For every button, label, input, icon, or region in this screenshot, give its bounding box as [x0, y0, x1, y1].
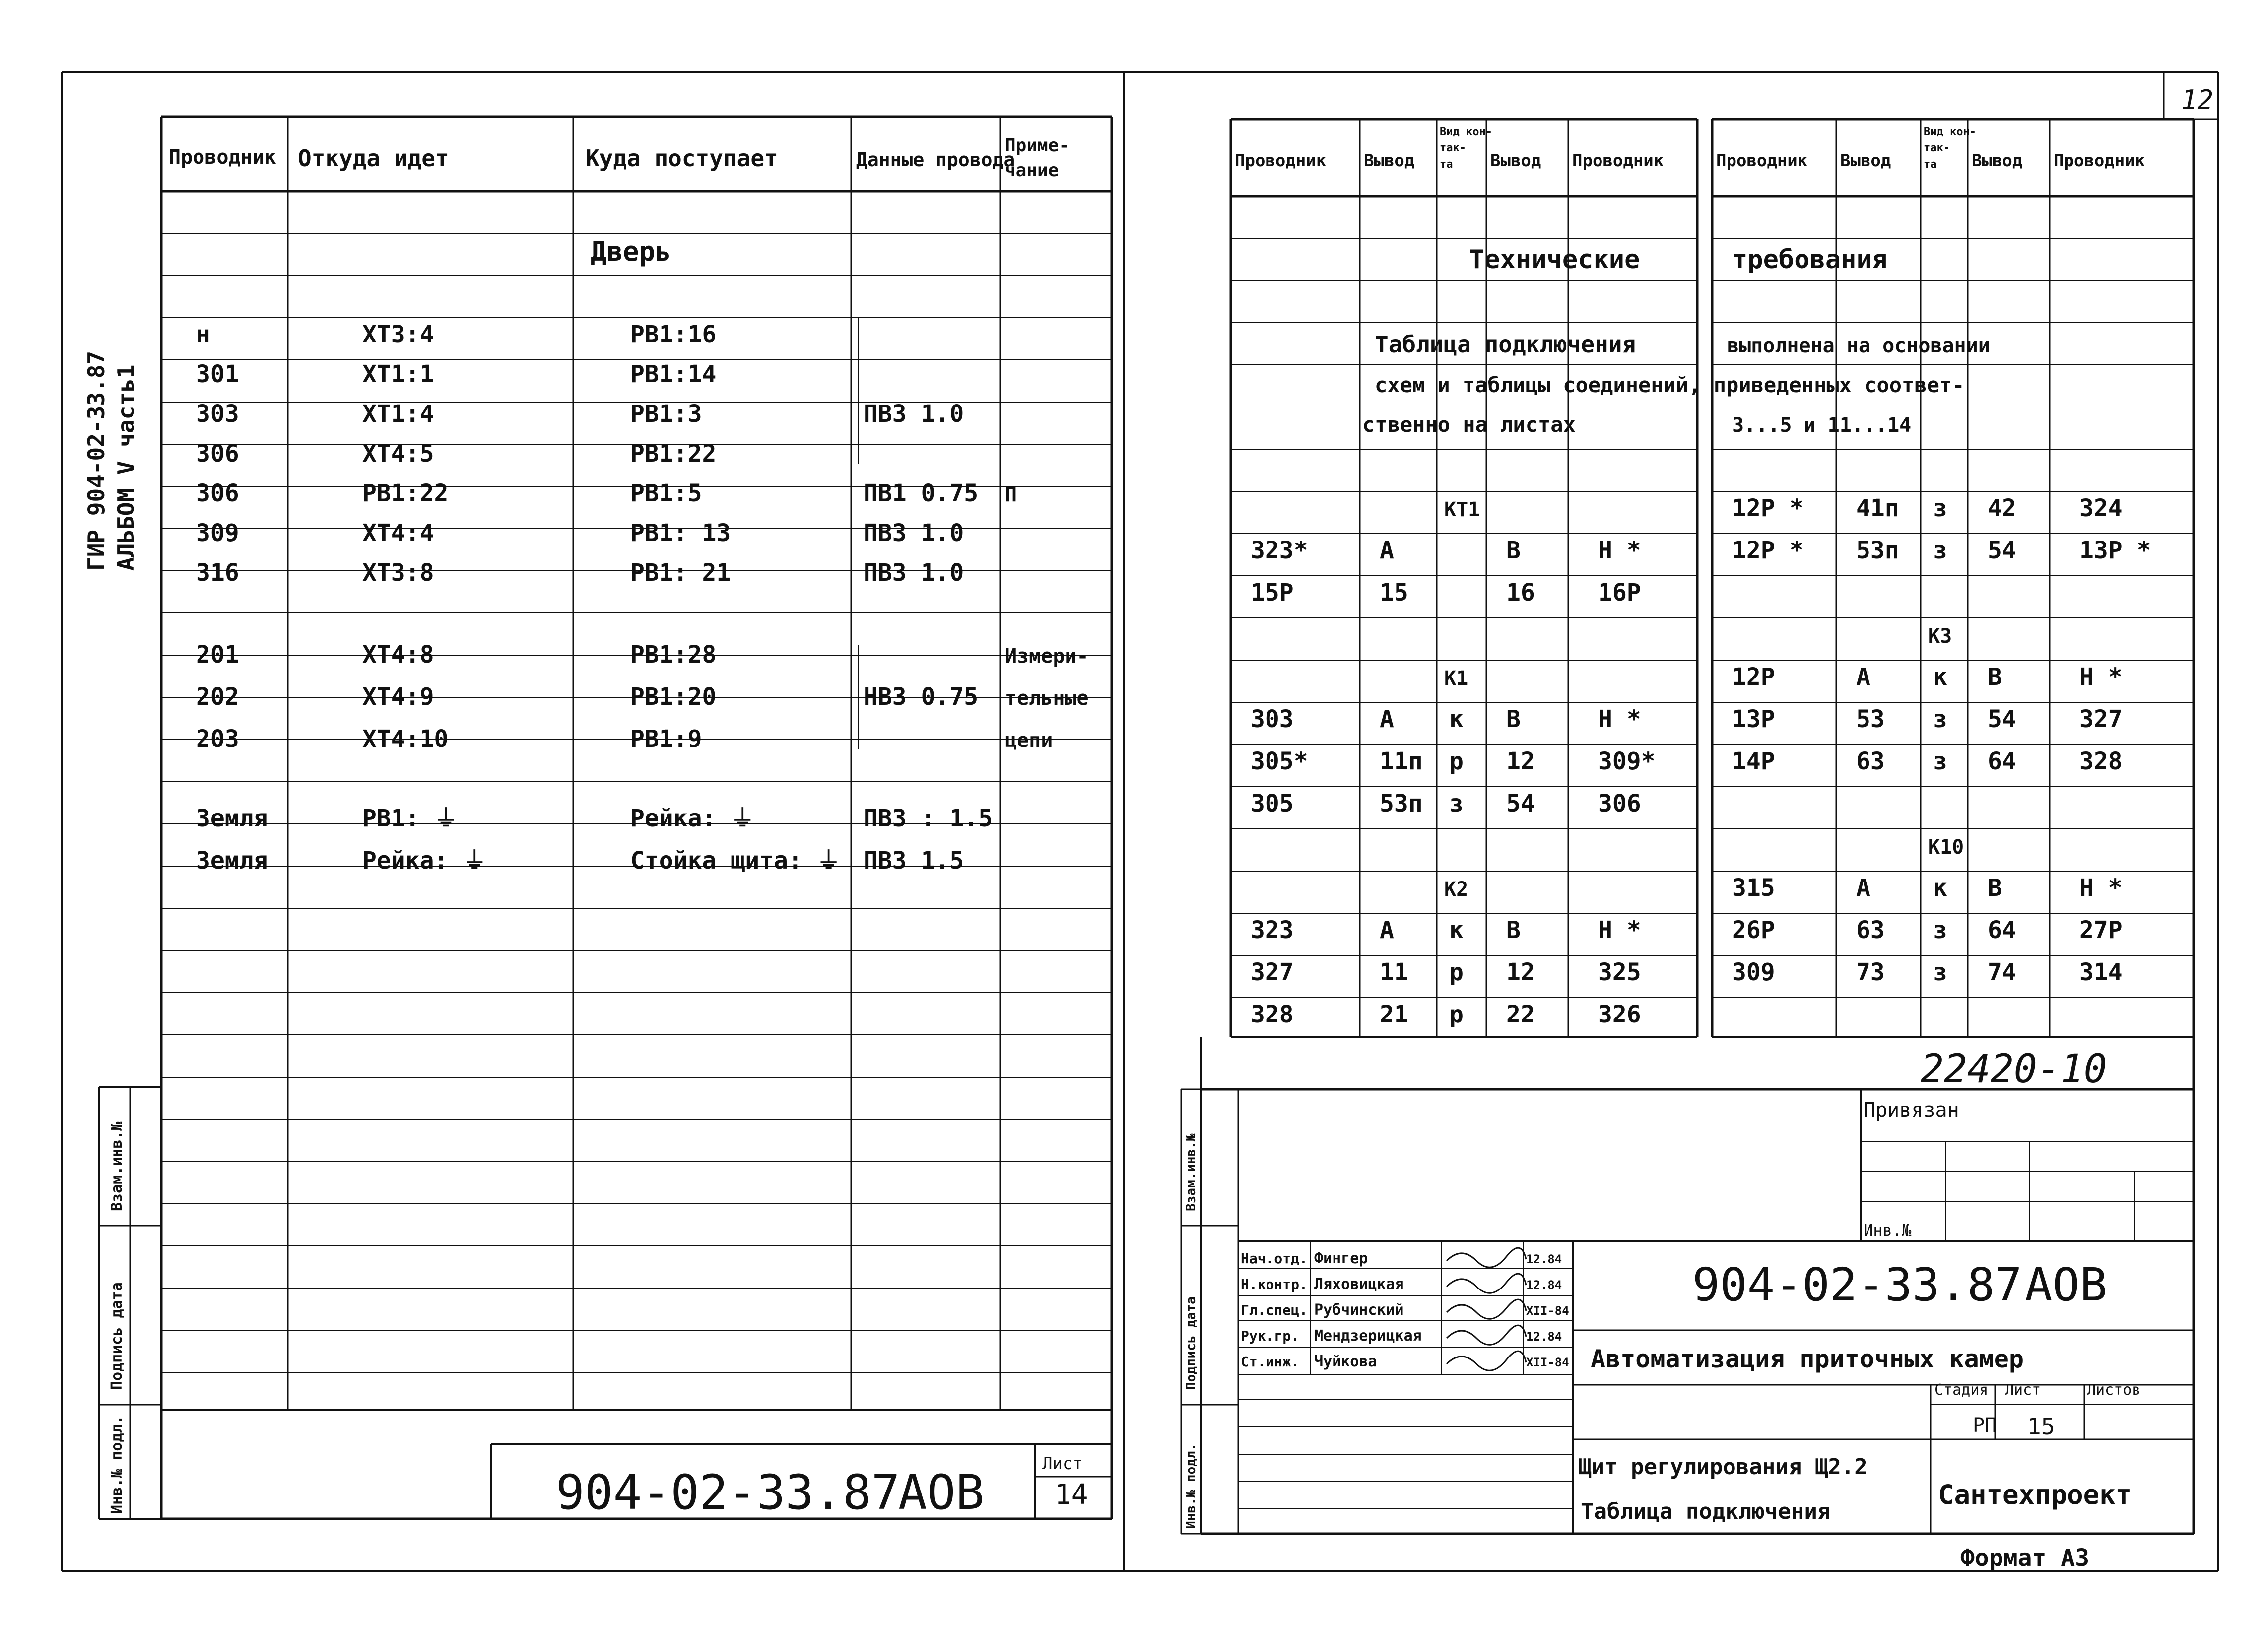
left_groups-g1-r0-c1: А — [1380, 705, 1394, 733]
right_groups-g2-r1-c0: 26Р — [1732, 916, 1775, 944]
left_groups-g2-r2-c0: 328 — [1251, 1001, 1294, 1028]
sig-name-0: Фингер — [1314, 1250, 1368, 1267]
right_groups-g0-r1-c0: 12Р * — [1732, 537, 1804, 564]
sheet-value: 15 — [2027, 1413, 2055, 1440]
left-cell-r8-c2: РВ1:28 — [630, 641, 717, 669]
left_groups-g2-r0-c4: Н * — [1598, 916, 1641, 944]
sig-name-2: Рубчинский — [1314, 1301, 1404, 1319]
right_groups-g2-r1-c1: 63 — [1856, 916, 1885, 944]
left-cell-r10-c4: цепи — [1005, 729, 1053, 752]
left-cell-r9-c1: ХТ4:9 — [362, 683, 434, 711]
left-cell-r9-c3: НВ3 0.75 — [864, 683, 979, 711]
left_groups-g0-r0-c4: Н * — [1598, 537, 1641, 564]
left-cell-r9-c2: РВ1:20 — [630, 683, 717, 711]
left_groups-g1-r0-c2: к — [1449, 705, 1464, 733]
right_groups-g1-r2-c0: 14Р — [1732, 747, 1775, 775]
sig-date-2: XII-84 — [1526, 1304, 1569, 1318]
left-cell-r10-c1: ХТ4:10 — [362, 725, 449, 753]
sig-name-1: Ляховицкая — [1314, 1276, 1404, 1293]
left-doc-number: 904-02-33.87 — [556, 1465, 900, 1520]
left_groups-g0-r0-c0: 323* — [1251, 537, 1308, 564]
left-cell-r1-c2: РВ1:14 — [630, 360, 717, 388]
left-cell-r5-c1: ХТ4:4 — [362, 519, 434, 547]
rh-a-2: Вид кон- — [1440, 126, 1492, 138]
stage-value: РП — [1973, 1414, 1997, 1437]
signature-scribble — [1447, 1299, 1526, 1319]
left-cell-r9-c0: 202 — [196, 683, 239, 711]
left_groups-g2-r2-c3: 22 — [1506, 1001, 1535, 1028]
left-table-header — [169, 136, 1069, 181]
header-wire-data: Данные провода — [856, 149, 1015, 171]
left-cell-r5-c3: ПВ3 1.0 — [864, 519, 964, 547]
sheet-label: Лист — [2005, 1381, 2041, 1399]
left-cell-r13-c1: Рейка: ⏚ — [362, 847, 487, 875]
left_groups-g1-r1-c2: р — [1449, 747, 1464, 775]
left-cell-r8-c4: Измери- — [1005, 645, 1089, 668]
left-stamp-side-labels — [108, 1121, 126, 1514]
left-sheet-number: 14 — [1055, 1479, 1088, 1511]
rh-a-5: Вывод — [1490, 151, 1541, 171]
left_groups-g1-r0-c3: В — [1506, 705, 1521, 733]
left-cell-r4-c2: РВ1:5 — [630, 479, 702, 507]
left_groups-g2-r0-c2: к — [1449, 916, 1464, 944]
inv-no-label: Инв.№ — [1864, 1221, 1912, 1240]
right_groups-g0-r0-c4: 324 — [2079, 494, 2123, 522]
rh-b-2: Вид кон- — [1924, 126, 1976, 138]
rh-b-3: так- — [1924, 142, 1950, 154]
left-cell-r10-c2: РВ1:9 — [630, 725, 702, 753]
left-cell-r3-c1: ХТ4:5 — [362, 440, 434, 468]
left-sheet-label: Лист — [1042, 1454, 1083, 1474]
handwritten-number: 22420-10 — [1921, 1047, 2107, 1091]
left_groups-g1-r2-c2: з — [1449, 790, 1464, 817]
note-line-0b: выполнена на основании — [1727, 335, 1990, 357]
right_groups-g0-r1-c2: з — [1933, 537, 1947, 564]
left-cell-r13-c3: ПВ3 1.5 — [864, 847, 964, 875]
right_groups-label-2: К10 — [1928, 836, 1964, 859]
sheet-desc-2: Таблица подключения — [1581, 1499, 1831, 1524]
right_groups-g0-r1-c1: 53п — [1856, 537, 1899, 564]
left_groups-g1-r1-c1: 11п — [1380, 747, 1423, 775]
left_groups-g1-r1-c3: 12 — [1506, 747, 1535, 775]
sig-date-1: 12.84 — [1526, 1278, 1562, 1292]
left_groups-g2-r1-c4: 325 — [1598, 958, 1641, 986]
left_groups-g0-r1-c0: 15Р — [1251, 579, 1294, 607]
sig-name-3: Мендзерицкая — [1314, 1327, 1422, 1345]
rh-b-6: Проводник — [2054, 151, 2145, 171]
right-side-label-1: Подпись дата — [1184, 1296, 1199, 1390]
left-cell-r10-c0: 203 — [196, 725, 239, 753]
left_groups-g1-r0-c4: Н * — [1598, 705, 1641, 733]
right_groups-g1-r2-c3: 64 — [1988, 747, 2016, 775]
left-cell-r12-c2: Рейка: ⏚ — [630, 805, 755, 832]
sig-role-0: Нач.отд. — [1241, 1250, 1308, 1267]
note-line-0a: Таблица подключения — [1375, 331, 1636, 358]
left_groups-label-1: К1 — [1444, 667, 1468, 690]
left_groups-g2-r0-c1: А — [1380, 916, 1394, 944]
header-note-1: Приме- — [1005, 136, 1070, 156]
left_groups-g2-r2-c1: 21 — [1380, 1001, 1408, 1028]
left-cell-r6-c3: ПВ3 1.0 — [864, 559, 964, 587]
left-cell-r9-c4: тельные — [1005, 687, 1089, 710]
left-cell-r6-c2: РВ1: 21 — [630, 559, 731, 587]
right_groups-g1-r0-c3: В — [1988, 663, 2002, 691]
left-cell-r4-c3: ПВ1 0.75 — [864, 479, 979, 507]
left-cell-r2-c1: ХТ1:4 — [362, 400, 434, 428]
left-cell-r12-c3: ПВ3 : 1.5 — [864, 805, 993, 832]
note-line-2a: ственно на листах — [1362, 412, 1576, 437]
left-cell-r8-c0: 201 — [196, 641, 239, 669]
left-cell-r13-c0: Земля — [196, 847, 268, 875]
left_groups-g1-r0-c0: 303 — [1251, 705, 1294, 733]
signature-scribble — [1447, 1351, 1526, 1370]
sig-date-3: 12.84 — [1526, 1330, 1562, 1344]
right_groups-g2-r1-c4: 27Р — [2079, 916, 2123, 944]
right_groups-g0-r0-c2: з — [1933, 494, 1947, 522]
left-cell-r1-c0: 301 — [196, 360, 239, 388]
left_groups-g2-r1-c1: 11 — [1380, 958, 1408, 986]
left_groups-g1-r1-c0: 305* — [1251, 747, 1308, 775]
note-line-1: схем и таблицы соединений, приведенных соответ- — [1375, 373, 1965, 397]
right_groups-g2-r0-c2: к — [1933, 874, 1947, 902]
sig-date-4: XII-84 — [1526, 1356, 1569, 1369]
sig-role-4: Ст.инж. — [1241, 1354, 1300, 1370]
project-title: Автоматизация приточных камер — [1591, 1345, 2024, 1373]
left_groups-g2-r1-c2: р — [1449, 958, 1464, 986]
right_groups-g2-r2-c1: 73 — [1856, 958, 1885, 986]
right-side-label-0: Взам.инв.№ — [1184, 1133, 1199, 1211]
header-note-2: чание — [1005, 160, 1059, 181]
rh-b-1: Вывод — [1840, 151, 1891, 171]
left_groups-g1-r2-c3: 54 — [1506, 790, 1535, 817]
right_groups-g2-r2-c3: 74 — [1988, 958, 2016, 986]
left_groups-g0-r1-c4: 16Р — [1598, 579, 1641, 607]
right_groups-g1-r0-c2: к — [1933, 663, 1947, 691]
right-page — [1184, 84, 2213, 1572]
left_groups-g1-r2-c0: 305 — [1251, 790, 1294, 817]
left-cell-r6-c1: ХТ3:8 — [362, 559, 434, 587]
right-doc-number: 904-02-33.87 — [1692, 1258, 2022, 1311]
left_groups-g1-r2-c4: 306 — [1598, 790, 1641, 817]
tech-title-b: требования — [1732, 245, 1888, 274]
right_groups-g0-r0-c1: 41п — [1856, 494, 1899, 522]
left_groups-g2-r2-c4: 326 — [1598, 1001, 1641, 1028]
technical-notes — [1362, 331, 1990, 437]
rh-a-1: Вывод — [1364, 151, 1415, 171]
right_groups-g0-r0-c3: 42 — [1988, 494, 2016, 522]
section-title-door: Дверь — [591, 236, 671, 267]
signature-scribble — [1447, 1248, 1526, 1267]
left_groups-label-2: К2 — [1444, 878, 1468, 901]
tech-title-a: Технические — [1469, 245, 1640, 274]
rh-b-4: та — [1924, 158, 1937, 171]
right_groups-label-1: К3 — [1928, 625, 1952, 648]
left_groups-g1-r2-c1: 53п — [1380, 790, 1423, 817]
left_groups-g0-r1-c1: 15 — [1380, 579, 1408, 607]
right-table-header — [1235, 126, 2145, 171]
sig-name-4: Чуйкова — [1314, 1353, 1377, 1370]
header-from: Откуда идет — [298, 145, 449, 172]
right_groups-g2-r2-c4: 314 — [2079, 958, 2123, 986]
rh-a-6: Проводник — [1572, 151, 1664, 171]
right-table-body — [1251, 494, 2151, 1028]
right-doc-suffix: АОВ — [2025, 1258, 2108, 1311]
right_groups-g0-r0-c0: 12Р * — [1732, 494, 1804, 522]
left-cell-r2-c3: ПВ3 1.0 — [864, 400, 964, 428]
left-cell-r12-c1: РВ1: ⏚ — [362, 805, 458, 832]
right-stamp-side-labels — [1184, 1133, 1199, 1529]
left-cell-r4-c0: 306 — [196, 479, 239, 507]
left-cell-r4-c4: П — [1005, 483, 1017, 506]
left-cell-r5-c2: РВ1: 13 — [630, 519, 731, 547]
left-cell-r2-c2: РВ1:3 — [630, 400, 702, 428]
right_groups-g2-r0-c3: В — [1988, 874, 2002, 902]
left-cell-r5-c0: 309 — [196, 519, 239, 547]
left-side-label-0: Взам.инв.№ — [108, 1121, 126, 1211]
left-cell-r2-c0: 303 — [196, 400, 239, 428]
right_groups-g1-r2-c2: з — [1933, 747, 1947, 775]
right_groups-g0-r1-c3: 54 — [1988, 537, 2016, 564]
left-table-body — [196, 321, 1089, 875]
left-doc-suffix: АОВ — [898, 1465, 985, 1520]
right_groups-g2-r1-c2: з — [1933, 916, 1947, 944]
left_groups-g0-r0-c3: В — [1506, 537, 1521, 564]
sig-date-0: 12.84 — [1526, 1252, 1562, 1266]
rh-b-0: Проводник — [1716, 151, 1808, 171]
left_groups-g2-r1-c0: 327 — [1251, 958, 1294, 986]
right_groups-g0-r1-c4: 13Р * — [2079, 537, 2151, 564]
left-cell-r6-c0: 316 — [196, 559, 239, 587]
organization: Сантехпроект — [1938, 1479, 2132, 1510]
left-side-label-1: Подпись дата — [108, 1282, 126, 1390]
right_groups-g1-r0-c1: А — [1856, 663, 1870, 691]
header-conductor: Проводник — [169, 146, 276, 169]
left_groups-label-0: КТ1 — [1444, 498, 1480, 521]
left-cell-r12-c0: Земля — [196, 805, 268, 832]
right_groups-g2-r1-c3: 64 — [1988, 916, 2016, 944]
right_groups-g1-r1-c0: 13Р — [1732, 705, 1775, 733]
right_groups-g1-r0-c4: Н * — [2079, 663, 2123, 691]
right_groups-g1-r1-c2: з — [1933, 705, 1947, 733]
note-line-2b: 3...5 и 11...14 — [1732, 414, 1912, 437]
header-to: Куда поступает — [586, 145, 778, 172]
left-cell-r8-c1: ХТ4:8 — [362, 641, 434, 669]
signature-block — [1241, 1248, 1569, 1370]
sheet-desc-1: Щит регулирования Щ2.2 — [1578, 1454, 1868, 1480]
right_groups-g1-r1-c1: 53 — [1856, 705, 1885, 733]
sig-role-1: Н.контр. — [1241, 1276, 1308, 1292]
left-cell-r0-c1: ХТ3:4 — [362, 321, 434, 348]
signature-scribble — [1447, 1274, 1526, 1293]
right_groups-g1-r2-c4: 328 — [2079, 747, 2123, 775]
left-page — [83, 136, 1089, 1520]
rh-a-0: Проводник — [1235, 151, 1327, 171]
right_groups-g2-r2-c2: з — [1933, 958, 1947, 986]
left_groups-g2-r0-c3: В — [1506, 916, 1521, 944]
left_groups-g2-r1-c3: 12 — [1506, 958, 1535, 986]
privyazan-label: Привязан — [1864, 1099, 1959, 1122]
left-cell-r4-c1: РВ1:22 — [362, 479, 449, 507]
right-side-label-2: Инв.№ подл. — [1184, 1443, 1199, 1529]
left_groups-g1-r1-c4: 309* — [1598, 747, 1656, 775]
left_groups-g2-r2-c2: р — [1449, 1001, 1464, 1028]
stage-label: Стадия — [1934, 1381, 1989, 1399]
page-number: 12 — [2181, 84, 2214, 116]
sheets-label: Листов — [2087, 1381, 2141, 1399]
left-side-label-2: Инв.№ подл. — [108, 1415, 126, 1514]
right_groups-g2-r0-c4: Н * — [2079, 874, 2123, 902]
left-cell-r1-c1: ХТ1:1 — [362, 360, 434, 388]
right_groups-g1-r1-c4: 327 — [2079, 705, 2123, 733]
right_groups-g2-r0-c0: 315 — [1732, 874, 1775, 902]
left-cell-r0-c2: РВ1:16 — [630, 321, 717, 348]
right_groups-g1-r1-c3: 54 — [1988, 705, 2016, 733]
spine-text-2: АЛЬБОМ V часть1 — [113, 364, 139, 571]
left-cell-r0-c0: н — [196, 321, 210, 348]
right_groups-g2-r0-c1: А — [1856, 874, 1870, 902]
sig-role-2: Гл.спец. — [1241, 1302, 1308, 1318]
left-cell-r3-c0: 306 — [196, 440, 239, 468]
right_groups-g1-r2-c1: 63 — [1856, 747, 1885, 775]
left_groups-g0-r1-c3: 16 — [1506, 579, 1535, 607]
left-cell-r3-c2: РВ1:22 — [630, 440, 717, 468]
rh-b-5: Вывод — [1972, 151, 2023, 171]
signature-scribble — [1447, 1325, 1526, 1345]
right_groups-g1-r0-c0: 12Р — [1732, 663, 1775, 691]
left_groups-g0-r0-c1: А — [1380, 537, 1394, 564]
rh-a-3: так- — [1440, 142, 1466, 154]
left-cell-r13-c2: Стойка щита: ⏚ — [630, 847, 841, 875]
right_groups-g2-r2-c0: 309 — [1732, 958, 1775, 986]
rh-a-4: та — [1440, 158, 1453, 171]
format-label: Формат А3 — [1960, 1544, 2090, 1572]
left_groups-g2-r0-c0: 323 — [1251, 916, 1294, 944]
sig-role-3: Рук.гр. — [1241, 1328, 1300, 1344]
spine-text-1: ГИР 904-02-33.87 — [83, 350, 110, 571]
